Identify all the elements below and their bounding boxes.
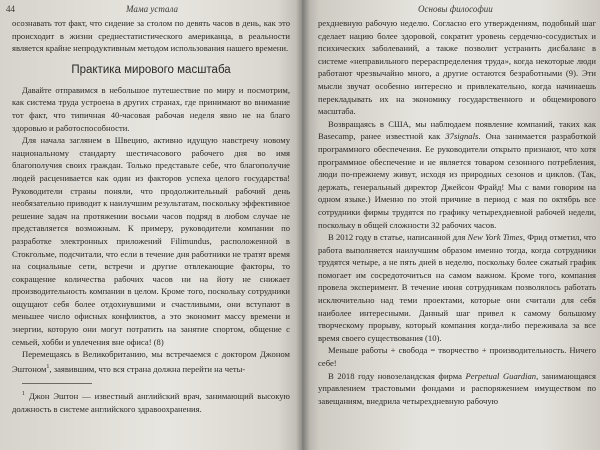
footnote-marker: 1 [46, 363, 50, 370]
nyt-text-end: , Фрид отметил, что работа выполняется наилучшим образом именно тогда, когда сотрудники трудятся четыре, а не пять дней в неделю, поскольку более сжатый график помогает им сосредоточиться на самом важном. Кроме того, компания провела эксперимент. В течение июня сотрудникам позволялось работать исключительно над теми проектами, которые они считали для себя наиболее интересными. Данный шаг привел к самому большому творческому прорыву, который компания когда-либо переживала за все время своего существования (10). [318, 232, 596, 343]
paragraph-four-day-week: рехдневную рабочую неделю. Согласно его утверждениям, подобный шаг сделает нацию более здоровой, сократит уровень сердечно-сосудистых и психических заболеваний, а также позволит устранить дисбаланс в системе «неправильного перераспределения труда», когда некоторые люди работают чрезвычайно много, а другие остаются безработными (9). Эти мысли звучат особенно интересно и привлекательно, когда начинаешь перекладывать их на экономику государственного и общемирового масштаба. [318, 18, 596, 117]
paragraph-sweden: Для начала заглянем в Швецию, активно идущую навстречу новому национальному стандарту шестичасового рабочего дня во имя благополучия своих граждан. Только представьте себе, что благополучие людей расценивается как один из факторов успеха целого государства! Руководители страны поняли, что продолжительный рабочий день необязательно приводит к наилучшим результатам, поскольку эффективное решение задач на протяжении восьми часов подряд в любом случае не представляется возможным. К примеру, руководители компании по разработке электронных приложений Filimundus, расположенной в Стокгольме, подсчитали, что если в течение дня работники не тратят время на социальные сети, встречи и другие отвлекающие факторы, то сокращение количества рабочих часов ни на йоту не снижает производительность компании в целом. Кроме того, поскольку сотрудники ощущают себя более отдохнувшими и счастливыми, они вступают в меньшее число офисных конфликтов, а это экономит массу времени и энергии, которую они могут потратить на занятие спортом, общение с семьей, хобби и увлечения вне офиса! (8) [12, 135, 290, 347]
left-running-title: Мама устала [126, 4, 178, 14]
footnote-number: 1 [22, 391, 25, 398]
paragraph-basecamp [318, 118, 596, 231]
perpetual-text-start: В 2018 году новозеландская фирма [328, 370, 466, 381]
section-title: Практика мирового масштаба [71, 63, 231, 76]
basecamp-text-end: . Она занимается разработкой программного обеспечения. Ее руководители открыто признают, что хотя программное обеспечение и не является товаром сезонного потребления, люди по-прежнему живут, исходя из природных сезонов и циклов. (Так, держать, генеральный директор Джейсон Фрайд! Мы с вами говорим на одном языке.) Именно по этой причине в период с мая по октябрь все сотрудники фирмы трудятся по графику четырехдневной рабочей недели, поскольку в общей сложности 32 рабочих часов. [318, 131, 596, 230]
nyt-text-start: В 2012 году в статье, написанной для [328, 232, 468, 243]
paragraph-formula: Меньше работы + свобода = творчество + производительность. Ничего себе! [318, 345, 596, 369]
company-name-perpetual-guardian: Perpetual Guardian [465, 370, 537, 381]
left-page-text [6, 17, 290, 415]
britain-text-end: , заявившим, что вся страна должна перейти на четы- [49, 363, 246, 374]
right-running-title: Основы философии [418, 4, 493, 14]
right-running-head [318, 3, 596, 17]
right-page [302, 0, 600, 450]
paragraph-nyt [318, 231, 596, 344]
footnote [12, 388, 290, 415]
intro-paragraph: осознавать тот факт, что сидение за столом по девять часов в день, как это происходит в жизни среднестатистического американца, в реальности является крайне непродуктивным методом использования нашего времени. [12, 18, 290, 54]
right-page-text [318, 17, 596, 407]
britain-text-start: Перемещаясь в Великобританию, мы встречаемся с доктором Джоном Эштоном [12, 349, 290, 374]
basecamp-text-start: Возвращаясь в США, мы наблюдаем появление компаний, таких как Basecamp, ранее известной как [318, 118, 596, 142]
footnote-text: Джон Эштон — известный английский врач, занимающий высокую должность в системе английского здравоохранения. [12, 391, 290, 414]
perpetual-text-end: , занимающаяся управлением трастовыми фондами и распоряжением имуществом по завещаниям, внедрила четырехдневную рабочую [318, 370, 596, 406]
company-name-37signals: 37signals [445, 131, 479, 142]
publication-nyt: New York Times [467, 232, 523, 243]
left-running-head [6, 3, 290, 17]
paragraph-britain [12, 348, 290, 375]
page-number: 44 [6, 4, 15, 14]
footnote-divider [22, 383, 92, 384]
paragraph-perpetual-guardian [318, 370, 596, 408]
paragraph-travel: Давайте отправимся в небольшое путешествие по миру и посмотрим, как система труда устроена в других странах, где принимают во внимание тот факт, что типичная 40-часовая рабочая неделя явно не на благо здоровью и работоспособности. [12, 84, 290, 133]
